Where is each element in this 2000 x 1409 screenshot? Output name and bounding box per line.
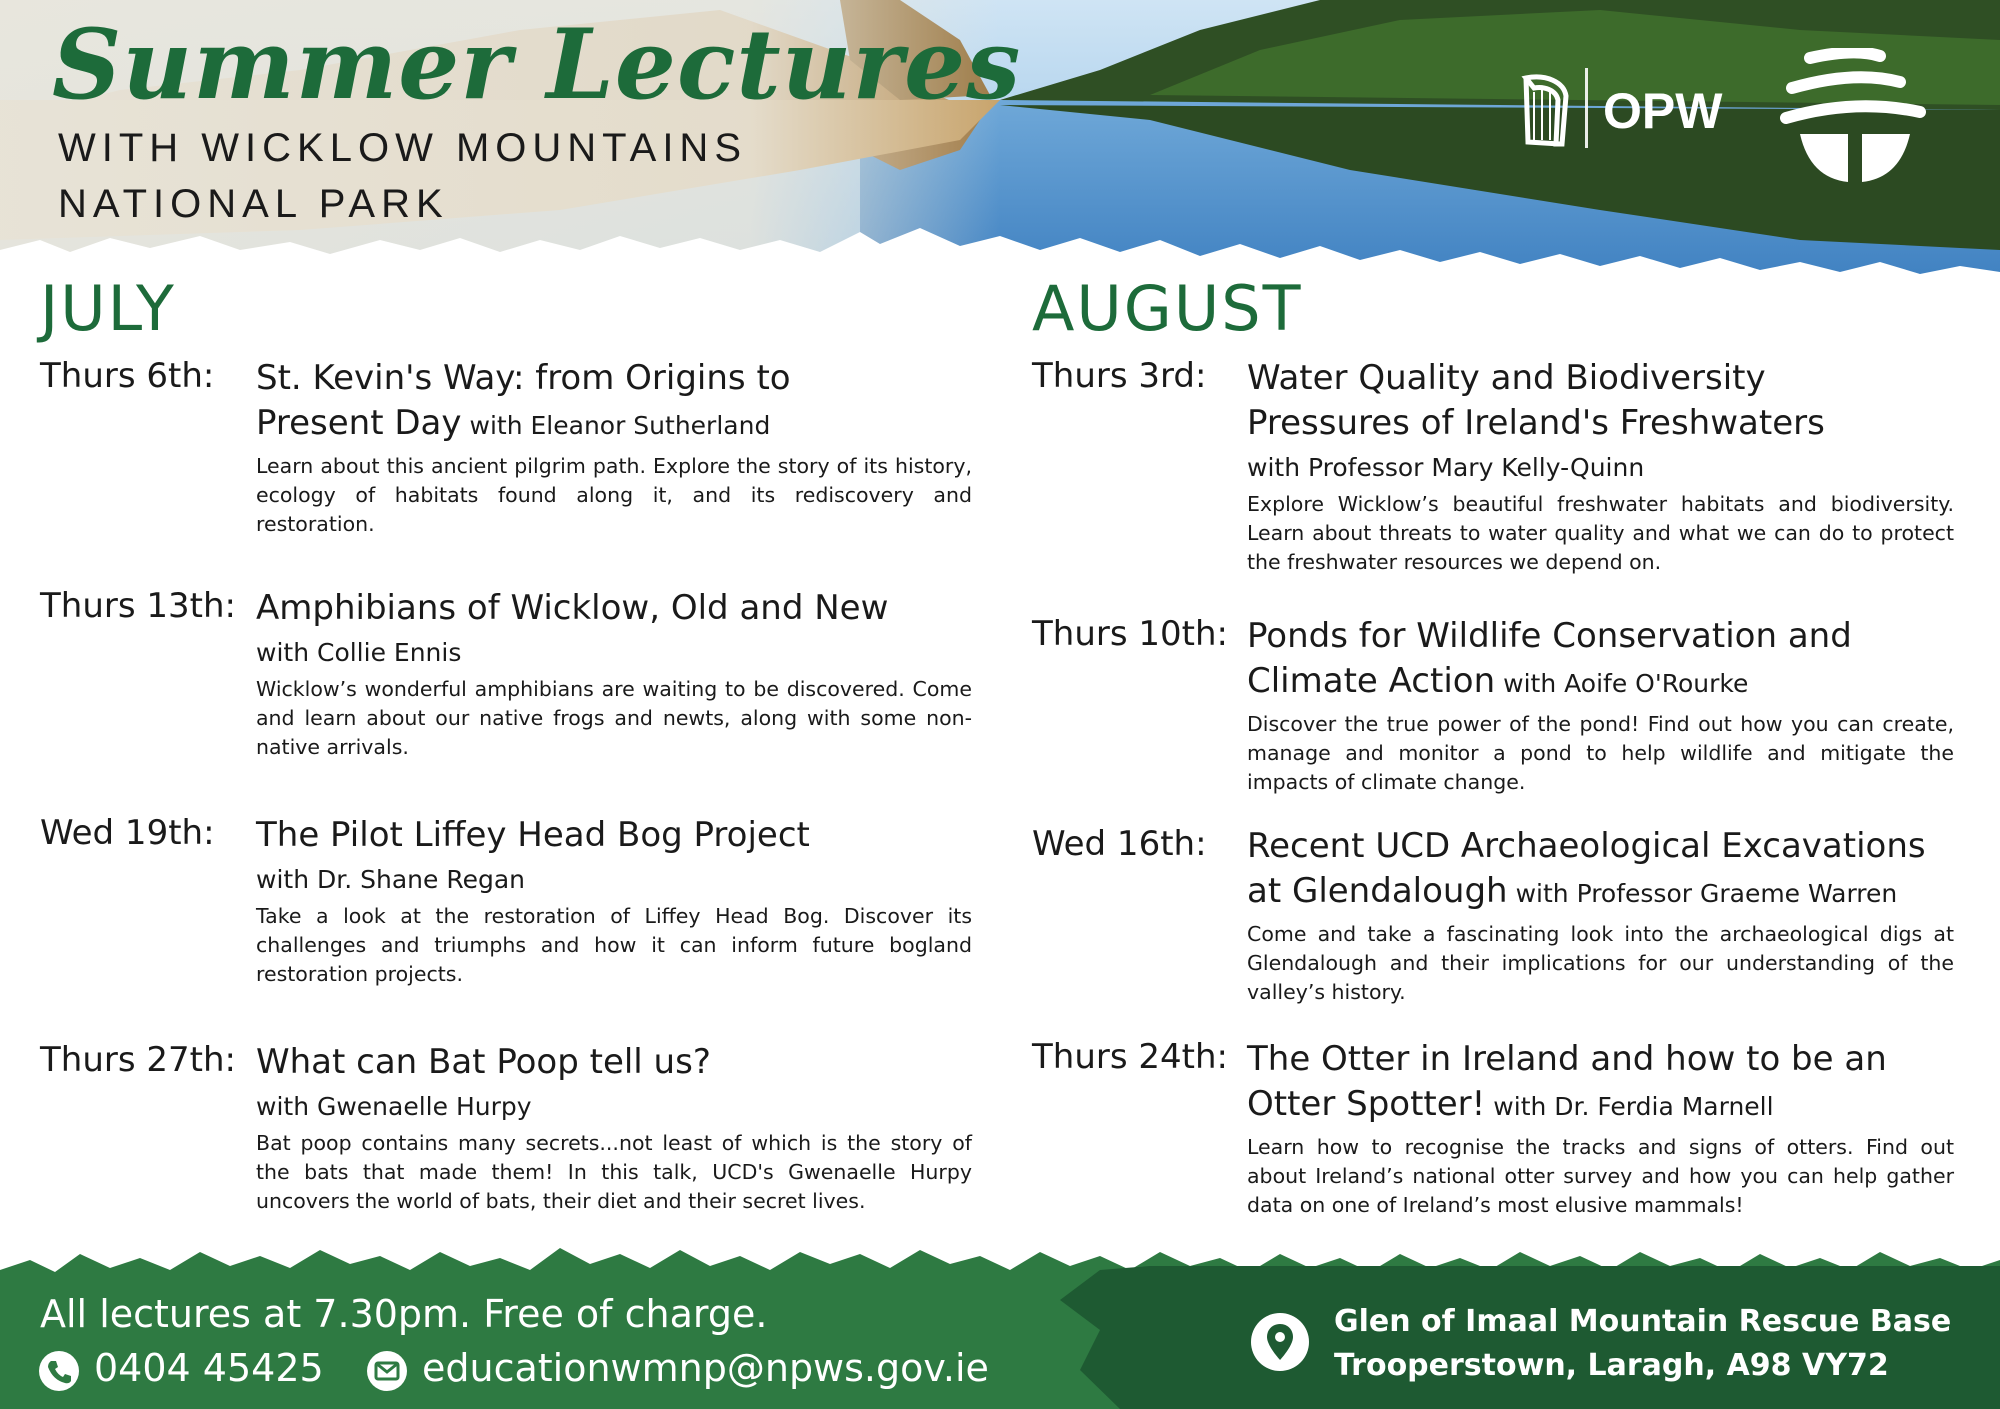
month-heading-july: JULY [40, 272, 176, 345]
event-body [256, 586, 972, 762]
event-speaker: with Dr. Shane Regan [256, 865, 525, 894]
event-title: Amphibians of Wicklow, Old and New [256, 588, 889, 628]
event-date: Thurs 24th: [1032, 1037, 1228, 1077]
event-title [1247, 824, 1954, 916]
harp-logo-icon [1516, 72, 1572, 152]
event-speaker: with Gwenaelle Hurpy [256, 1092, 532, 1121]
event-title: What can Bat Poop tell us? [256, 1042, 711, 1082]
event-description: Bat poop contains many secrets...not least of which is the story of the bats that made them! In this talk, UCD's Gwenaelle Hurpy uncovers the world of bats, their diet and their secret lives. [256, 1131, 972, 1213]
event-title [1247, 356, 1954, 446]
event-description: Learn how to recognise the tracks and signs of otters. Find out about Ireland’s national otter survey and how you can help gather data on one of Ireland’s most elusive mammals! [1247, 1135, 1954, 1217]
event-title: The Pilot Liffey Head Bog Project [256, 815, 810, 855]
event-speaker: with Collie Ennis [256, 638, 462, 667]
event-body [1247, 1037, 1954, 1220]
event-description: Take a look at the restoration of Liffey Head Bog. Discover its challenges and triumphs and how it can inform future bogland restoration projects. [256, 904, 972, 986]
venue-name: Glen of Imaal Mountain Rescue Base [1334, 1304, 1952, 1339]
event-description: Wicklow’s wonderful amphibians are waiting to be discovered. Come and learn about our native frogs and newts, along with some non-native arrivals. [256, 677, 972, 759]
event-date: Thurs 27th: [40, 1040, 236, 1080]
logo-divider [1585, 68, 1588, 148]
event-title-line-1: Recent UCD Archaeological Excavations [1247, 826, 1926, 866]
footer-banner [0, 1230, 2000, 1409]
event-title [256, 356, 972, 448]
event-title-line-1: Water Quality and Biodiversity [1247, 358, 1766, 398]
event-speaker: with Aoife O'Rourke [1503, 669, 1749, 698]
event-body [256, 356, 972, 539]
event-speaker: with Professor Graeme Warren [1515, 879, 1898, 908]
event-date: Wed 16th: [1032, 824, 1207, 864]
event-body [1247, 356, 1954, 577]
location-pin-icon [1250, 1312, 1310, 1372]
event-date: Wed 19th: [40, 813, 215, 853]
event-description: Come and take a fascinating look into the archaeological digs at Glendalough and their implications for our understanding of the valley’s history. [1247, 922, 1954, 1004]
national-park-logo-icon [1780, 48, 1930, 188]
lecture-time-note: All lectures at 7.30pm. Free of charge. [40, 1292, 768, 1336]
header-banner [0, 0, 2000, 290]
event-title [1247, 614, 1954, 706]
subtitle-line-1: WITH WICKLOW MOUNTAINS [58, 126, 747, 170]
event-title-line-2: Present Day [256, 403, 462, 443]
event-speaker: with Professor Mary Kelly-Quinn [1247, 453, 1645, 482]
email-address[interactable]: educationwmnp@npws.gov.ie [422, 1346, 989, 1390]
title-summer-lectures: Summer Lectures [52, 8, 1022, 121]
month-heading-august: AUGUST [1032, 272, 1303, 345]
event-date: Thurs 13th: [40, 586, 236, 626]
event-title-line-2: at Glendalough [1247, 871, 1508, 911]
venue-address: Trooperstown, Laragh, A98 VY72 [1334, 1348, 1889, 1383]
event-description: Learn about this ancient pilgrim path. Explore the story of its history, ecology of habitats found along it, and its rediscovery and restoration. [256, 454, 972, 536]
event-body [1247, 614, 1954, 797]
event-title-line-1: Ponds for Wildlife Conservation and [1247, 616, 1852, 656]
event-title-line-2: Pressures of Ireland's Freshwaters [1247, 403, 1825, 443]
event-speaker: with Dr. Ferdia Marnell [1493, 1092, 1774, 1121]
event-description: Explore Wicklow’s beautiful freshwater habitats and biodiversity. Learn about threats to water quality and what we can do to protect the freshwater resources we depend on. [1247, 492, 1954, 574]
event-date: Thurs 6th: [40, 356, 215, 396]
phone-icon [38, 1350, 80, 1392]
event-body [1247, 824, 1954, 1007]
event-title-line-2: Otter Spotter! [1247, 1084, 1486, 1124]
event-speaker: with Eleanor Sutherland [469, 411, 771, 440]
event-title-line-1: The Otter in Ireland and how to be an [1247, 1039, 1887, 1079]
email-icon [366, 1350, 408, 1392]
phone-number[interactable]: 0404 45425 [94, 1346, 324, 1390]
event-date: Thurs 10th: [1032, 614, 1228, 654]
event-body [256, 813, 972, 989]
event-title-line-2: Climate Action [1247, 661, 1496, 701]
event-title-line-1: St. Kevin's Way: from Origins to [256, 358, 791, 398]
event-date: Thurs 3rd: [1032, 356, 1207, 396]
event-body [256, 1040, 972, 1216]
event-description: Discover the true power of the pond! Find out how you can create, manage and monitor a pond to help wildlife and mitigate the impacts of climate change. [1247, 712, 1954, 794]
subtitle-line-2: NATIONAL PARK [58, 182, 449, 226]
opw-logo: OPW [1603, 83, 1723, 139]
event-title [1247, 1037, 1954, 1129]
